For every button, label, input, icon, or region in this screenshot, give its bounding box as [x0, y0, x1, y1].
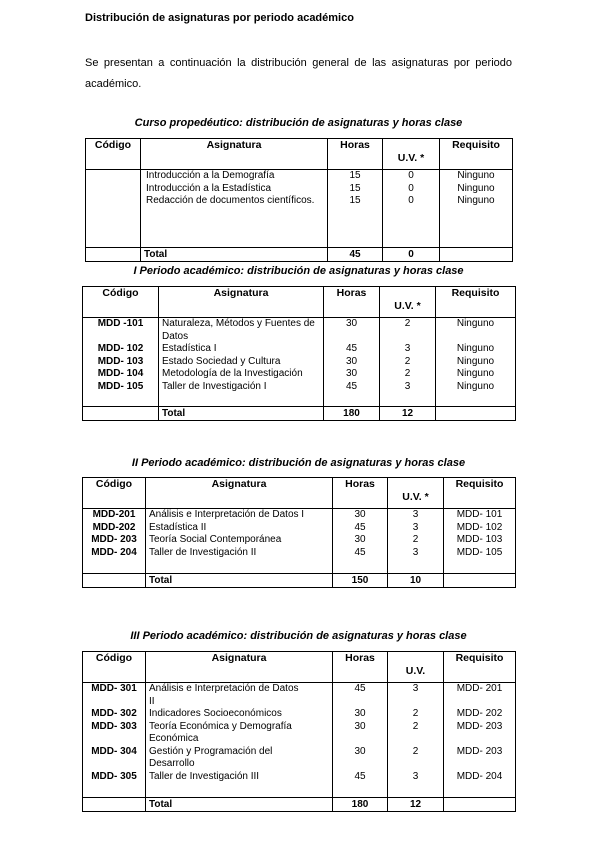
header-requisito: Requisito: [444, 652, 516, 683]
table-title: III Periodo académico: distribución de asignaturas y horas clase: [130, 630, 467, 642]
course-code: MDD -101: [97, 318, 144, 329]
table-body: [83, 318, 516, 407]
header-horas: Horas: [333, 478, 388, 509]
total-uv: 10: [388, 574, 444, 588]
header-requisito: Requisito: [444, 478, 516, 509]
subjects-table: [82, 651, 516, 812]
requisito: MDD- 204: [456, 770, 503, 782]
subject: Teoría Social Contemporánea: [149, 534, 282, 545]
header-codigo: Código: [86, 139, 141, 170]
subject: Taller de Investigación I: [162, 380, 267, 392]
total-label: Total: [146, 798, 333, 812]
header-uv: U.V. *: [380, 287, 436, 318]
hours: 30: [354, 509, 366, 520]
header-horas: Horas: [328, 139, 383, 170]
uv: 0: [408, 182, 414, 194]
total-hours: 45: [328, 248, 383, 262]
uv: 3: [412, 683, 419, 694]
header-horas: Horas: [333, 652, 388, 683]
course-code: MDD- 203: [91, 534, 137, 545]
total-hours: 180: [333, 798, 388, 812]
requisito: Ninguno: [457, 195, 495, 206]
subject: Metodología de la Investigación: [162, 368, 303, 379]
subject: Redacción de documentos científicos.: [146, 195, 315, 206]
subject: Teoría Económica y Demografía Económica: [149, 720, 292, 744]
table-body: [83, 683, 516, 798]
hours: 15: [349, 170, 361, 181]
table-title: I Periodo académico: distribución de asignaturas y horas clase: [133, 265, 464, 277]
requisito: Ninguno: [456, 318, 495, 329]
total-hours: 180: [324, 407, 380, 421]
course-code: MDD- 303: [91, 720, 137, 732]
subject: Naturaleza, Métodos y Fuentes de Datos: [162, 318, 315, 342]
header-uv: U.V.: [388, 652, 444, 683]
course-code: MDD-202: [92, 521, 136, 533]
uv: 2: [412, 745, 419, 757]
requisito: Ninguno: [456, 355, 495, 367]
subject: Análisis e Interpretación de Datos I: [149, 509, 305, 520]
hours: 45: [354, 683, 366, 694]
requisito: Ninguno: [457, 170, 495, 181]
uv: 3: [404, 343, 411, 354]
header-asignatura: Asignatura: [146, 652, 333, 683]
header-uv: U.V. *: [388, 478, 444, 509]
requisito: MDD- 102: [456, 521, 503, 533]
subject: Introducción a la Demografía: [146, 170, 275, 181]
subject: Taller de Investigación II: [149, 546, 257, 558]
uv: 3: [412, 509, 419, 520]
total-label: Total: [146, 574, 333, 588]
hours: 30: [354, 708, 366, 719]
subject: Estado Sociedad y Cultura: [162, 355, 281, 367]
requisito: MDD- 203: [456, 720, 503, 732]
uv: 3: [412, 521, 419, 533]
uv: 2: [412, 720, 419, 732]
total-label: Total: [159, 407, 324, 421]
course-code: MDD- 204: [91, 546, 137, 558]
hours: 45: [345, 343, 358, 354]
uv: 0: [408, 195, 414, 206]
course-code: MDD- 104: [97, 368, 144, 379]
uv: 3: [412, 770, 419, 782]
course-code: MDD-201: [92, 509, 136, 520]
subject: Estadística II: [149, 521, 207, 533]
uv: 2: [404, 368, 411, 379]
hours: 45: [354, 546, 366, 558]
course-code: MDD- 305: [91, 770, 137, 782]
intro-paragraph: Se presentan a continuación la distribución general de las asignaturas por periodo académico.: [85, 57, 512, 90]
uv: 2: [412, 708, 419, 719]
requisito: MDD- 202: [456, 708, 503, 719]
requisito: MDD- 201: [456, 683, 503, 694]
uv: 2: [412, 534, 419, 545]
header-requisito: Requisito: [436, 287, 516, 318]
hours: 45: [345, 380, 358, 392]
requisito: MDD- 101: [456, 509, 503, 520]
uv: 2: [404, 318, 411, 329]
requisito: Ninguno: [456, 368, 495, 379]
course-code: MDD- 304: [91, 745, 137, 757]
table-title: Curso propedéutico: distribución de asignaturas y horas clase: [134, 117, 463, 129]
subject: Gestión y Programación del Desarrollo: [149, 745, 273, 769]
subject: Análisis e Interpretación de Datos II: [149, 683, 299, 707]
hours: 15: [349, 195, 361, 206]
header-asignatura: Asignatura: [159, 287, 324, 318]
requisito: MDD- 105: [456, 546, 503, 558]
course-code: MDD- 301: [91, 683, 137, 694]
total-hours: 150: [333, 574, 388, 588]
page-heading: Distribución de asignaturas por periodo académico: [85, 12, 354, 24]
total-uv: 12: [380, 407, 436, 421]
subjects-table: [82, 286, 516, 421]
total-label: Total: [141, 248, 328, 262]
hours: 30: [354, 745, 366, 757]
hours: 30: [354, 534, 366, 545]
hours: 30: [345, 355, 358, 367]
subject: Estadística I: [162, 343, 217, 354]
subject: Indicadores Socioeconómicos: [149, 708, 282, 719]
header-codigo: Código: [83, 287, 159, 318]
requisito: MDD- 203: [456, 745, 503, 757]
uv: 2: [404, 355, 411, 367]
header-asignatura: Asignatura: [146, 478, 333, 509]
hours: 15: [349, 182, 361, 194]
subject: Introducción a la Estadística: [146, 182, 272, 194]
course-code: MDD- 103: [97, 355, 144, 367]
requisito: Ninguno: [456, 380, 495, 392]
header-requisito: Requisito: [440, 139, 513, 170]
course-code: MDD- 105: [97, 380, 144, 392]
course-code: MDD- 302: [91, 708, 137, 719]
uv: 3: [404, 380, 411, 392]
table-title: II Periodo académico: distribución de asignaturas y horas clase: [131, 457, 466, 469]
requisito: Ninguno: [456, 343, 495, 354]
total-uv: 0: [383, 248, 440, 262]
hours: 30: [345, 368, 358, 379]
table-body: [83, 509, 516, 574]
subjects-table: [85, 138, 513, 262]
subjects-table: [82, 477, 516, 588]
hours: 30: [345, 318, 358, 329]
uv: 0: [408, 170, 414, 181]
requisito: MDD- 103: [456, 534, 503, 545]
uv: 3: [412, 546, 419, 558]
table-body: [86, 170, 513, 248]
hours: 45: [354, 770, 366, 782]
subject: Taller de Investigación III: [149, 770, 260, 782]
header-asignatura: Asignatura: [141, 139, 328, 170]
requisito: Ninguno: [457, 182, 495, 194]
hours: 30: [354, 720, 366, 732]
total-uv: 12: [388, 798, 444, 812]
course-code: MDD- 102: [97, 343, 144, 354]
hours: 45: [354, 521, 366, 533]
header-horas: Horas: [324, 287, 380, 318]
header-uv: U.V. *: [383, 139, 440, 170]
header-codigo: Código: [83, 478, 146, 509]
header-codigo: Código: [83, 652, 146, 683]
